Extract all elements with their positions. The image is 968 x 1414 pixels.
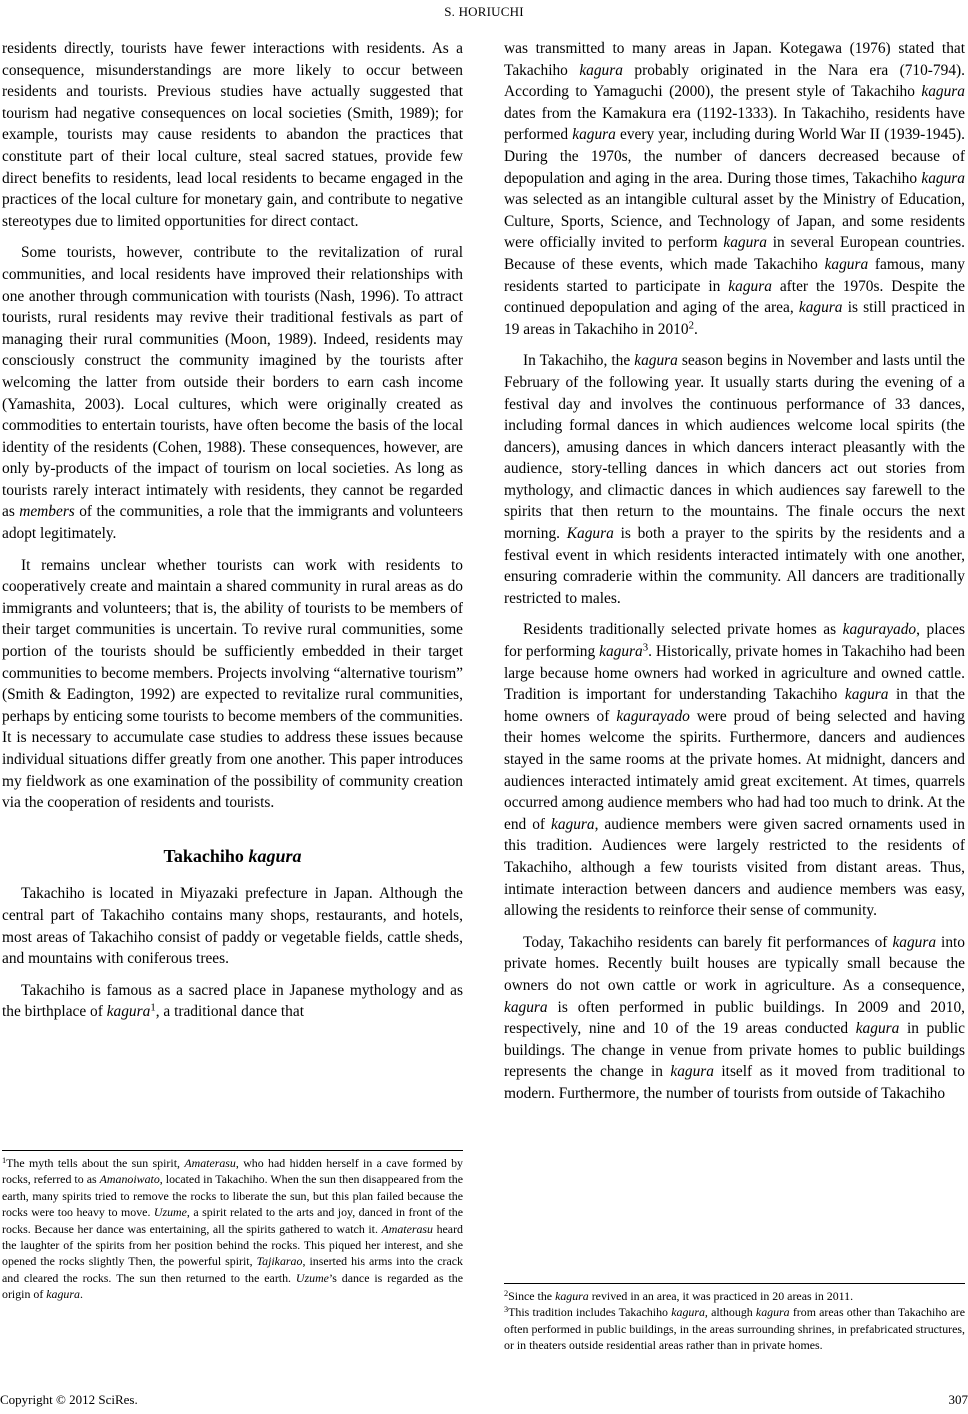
emphasis: kagura: [579, 61, 623, 79]
footnote-mark: 3: [504, 1305, 509, 1315]
emphasis: kagura: [723, 234, 767, 252]
text-run: was selected as an intangible cultural asset by the Ministry of Education, Culture, Sports, Science, and Technology of Japan, and some residents were officially invited to perform: [504, 191, 965, 252]
text-run: is often performed in public buildings. In 2009 and 2010, respectively, nine and 10 of the 19 areas conducted: [504, 998, 965, 1038]
page-number: 307: [948, 1392, 968, 1407]
footnote-mark: 1: [2, 1155, 7, 1165]
text-run: every year, including during World War II (1939-1945). During the 1970s, the number of dancers decreased because of depopulation and aging in the area. During those times, Takachiho: [504, 126, 965, 187]
text-run: in public buildings. The change in venue from private homes to public buildings represents the change in: [504, 1020, 965, 1081]
paragraph: [2, 242, 463, 544]
emphasis: Kagura: [566, 525, 614, 543]
footnote-3: [504, 1304, 965, 1353]
fn-emphasis: Uzume: [295, 1270, 329, 1285]
fn-text: This tradition includes Takachiho: [508, 1305, 672, 1320]
text-run: in several European countries. Because of these events, which made Takachiho: [504, 234, 965, 273]
fn-text: , a spirit related to the arts and joy, danced in front of the rocks. Because her dance was entertaining, all the spirits gathered to watch it.: [2, 1205, 463, 1236]
emphasis: members: [19, 503, 75, 521]
footnote-ref[interactable]: 2: [688, 319, 694, 332]
footnote-block-right: [504, 1283, 965, 1354]
emphasis: kagura: [798, 299, 843, 317]
fn-emphasis: Uzume: [153, 1205, 187, 1220]
fn-text: , although: [704, 1305, 756, 1320]
text-run: after the 1970s. Despite the continued depopulation and aging of the area,: [504, 277, 965, 317]
footnote-1: [2, 1155, 463, 1303]
fn-emphasis: kagura: [46, 1287, 80, 1302]
emphasis: kagura: [921, 83, 965, 101]
fn-emphasis: kagura: [755, 1305, 790, 1320]
fn-text: heard the laughter of the spirits from her position behind the rocks. This piqued her interest, and she opened the rocks slightly Then, the powerful spirit,: [2, 1221, 463, 1269]
fn-emphasis: Amanoiwato: [99, 1172, 160, 1187]
footnote-2: [504, 1288, 965, 1304]
fn-text: Since the: [508, 1289, 556, 1303]
paragraph: [504, 932, 965, 1105]
text-run: Takachiho is famous as a sacred place in Japanese mythology and as the birthplace of: [2, 981, 463, 1021]
fn-emphasis: Amaterasu: [381, 1221, 434, 1236]
fn-text: , inserted his arms into the crack and cleared the rocks. The sun then returned to the earth.: [2, 1254, 463, 1285]
footnote-ref[interactable]: 3: [642, 641, 649, 654]
text-run: Residents traditionally selected private homes as: [523, 621, 843, 639]
paragraph: [504, 38, 965, 340]
text-run: probably originated in the Nara era (710-794). According to Yamaguchi (2000), the present style of Takachiho: [504, 61, 965, 101]
left-column: [2, 38, 463, 1023]
right-column: [504, 38, 965, 1105]
text-run: season begins in November and lasts until the February of the following year. It usually starts during the evening of a festival day and involves the continuous performance of 33 dances, including formal dances in which audiences welcome local spirits (the dancers), amusing dances in which dancers interact pleasantly with the audience, story-telling dances in which dancers act out stories from mythology, and climactic dances in which audiences say farewell to the spirits that then return to the mountains. The finale occurs the next morning.: [504, 352, 965, 543]
text-run: .: [693, 320, 698, 338]
fn-text: The myth tells about the sun spirit,: [6, 1156, 185, 1170]
emphasis: kagura: [670, 1063, 714, 1081]
footnote-ref[interactable]: 1: [150, 1001, 156, 1014]
fn-text: ’s dance is regarded as the origin of: [2, 1270, 463, 1302]
emphasis: kagurayado: [616, 707, 690, 725]
fn-text: , who had hidden herself in a cave formed by rocks, referred to as: [2, 1156, 463, 1187]
text-run: . Historically, private homes in Takachiho had been large because home owners had worked in agriculture and owned cattle. Tradition is important for understanding Takachiho: [504, 643, 965, 704]
emphasis: kagura: [855, 1020, 900, 1038]
emphasis: kagura: [550, 815, 595, 833]
emphasis: kagura: [599, 643, 643, 661]
emphasis: kagura: [572, 126, 616, 144]
text-run: Some tourists, however, contribute to the revitalization of rural communities, and local residents have improved their relationships with one another through communication with tourists (Nash, 1996). To attract tourists, rural residents may revive their traditional festivals as part of managing their rural communities (Moon, 1989). Indeed, residents may consciously construct the community imagined by the tourists after welcoming the latter from outside their borders to earn cash income (Yamashita, 2003). Local cultures, which were originally created as commodities to entertain tourists, have often become the basis of the local identity of the residents (Cohen, 1988). These consequences, however, are only by-products of the impact of tourism on local societies. As long as tourists rarely interact intimately with residents, they cannot be regarded as: [2, 244, 463, 521]
section-title-emphasis: kagura: [248, 845, 302, 866]
text-run: , places for performing: [504, 621, 965, 661]
text-run: dates from the Kamakura era (1192-1333). In Takachiho, residents have performed: [504, 104, 965, 144]
running-head: S. HORIUCHI: [444, 4, 524, 19]
footnote-mark: 2: [504, 1288, 509, 1298]
emphasis: kagura: [844, 686, 889, 704]
paragraph: residents directly, tourists have fewer interactions with residents. As a consequence, misunderstandings are more likely to occur between residents and tourists. Previous studies have actually suggested that tourism had negative consequences on local societies (Smith, 1989); for example, tourists may cause residents to abandon the practices that constitute part of their local culture, steal sacred statues, provide few direct benefits to residents, lead local residents to became engaged in the practices of the local culture for monetary gain, and contribute to negative stereotypes due to limited opportunities for direct contact.: [2, 40, 463, 230]
emphasis: kagurayado: [842, 621, 917, 639]
fn-text: from areas other than Takachiho are often performed in public buildings, in the areas surrounding shrines, in prefabricated structures, or in theaters outside residential areas rather than in private homes.: [504, 1305, 965, 1353]
emphasis: kagura: [634, 352, 678, 370]
paragraph: [2, 980, 463, 1023]
paragraph: [504, 350, 965, 609]
fn-text: revived in an area, it was practiced in 20 areas in 2011.: [588, 1289, 854, 1303]
text-run: In Takachiho, the: [523, 352, 635, 370]
paragraph: Takachiho is located in Miyazaki prefecture in Japan. Although the central part of Takachiho contains many shops, restaurants, and hotels, most areas of Takachiho consist of paddy or vegetable fields, cattle sheds, and mountains with coniferous trees.: [2, 885, 463, 968]
copyright-notice: Copyright © 2012 SciRes.: [0, 1392, 138, 1407]
fn-emphasis: Tajikarao: [256, 1254, 303, 1269]
emphasis: kagura: [728, 277, 772, 295]
emphasis: kagura: [504, 998, 548, 1016]
footnote-block-left: [2, 1150, 463, 1303]
section-title-text: Takachiho: [163, 845, 249, 866]
text-run: , a traditional dance that: [155, 1003, 304, 1021]
fn-emphasis: kagura: [671, 1305, 705, 1320]
text-run: was transmitted to many areas in Japan. Kotegawa (1976) stated that Takachiho: [504, 40, 965, 79]
emphasis: kagura: [824, 255, 869, 273]
text-run: Today, Takachiho residents can barely fit performances of: [523, 933, 893, 951]
fn-text: , located in Takachiho. When the sun then disappeared from the earth, many spirits tried to remove the rocks to liberate the sun, but this plan failed because the rocks were too heavy to move.: [2, 1172, 463, 1220]
fn-emphasis: kagura: [555, 1289, 589, 1303]
text-run: of the communities, a role that the immigrants and volunteers adopt legitimately.: [2, 503, 463, 543]
text-run: into private homes. Recently built houses are typically small because the owners do not own cattle or work in agriculture. As a consequence,: [504, 933, 965, 994]
fn-emphasis: Amaterasu: [184, 1156, 236, 1170]
text-run: is both a prayer to the spirits by the residents and a festival event in which residents interacted intimately with one another, ensuring comraderie within the community. All dancers are traditionally restricted to males.: [504, 525, 965, 607]
paragraph: It remains unclear whether tourists can work with residents to cooperatively create and maintain a shared community in rural areas as do immigrants and volunteers; that is, the ability of tourists to be members of their target communities is uncertain. To revive rural communities, some portion of the tourists should be sufficiently embedded in their target communities to become members. Projects involving “alternative tourism” (Smith & Eadington, 1992) are expected to revitalize rural communities, perhaps by enticing some tourists to become members of the communities. It is necessary to accumulate case studies to address these issues because individual situations differ greatly from one another. This paper introduces my fieldwork as one examination of the possibility of community creation via the cooperation of residents and tourists.: [2, 556, 463, 812]
emphasis: kagura: [106, 1003, 151, 1021]
text-run: were proud of being selected and having their homes welcome the spirits. Furthermore, dancers and audiences stayed in the same rooms at the private homes. At midnight, dancers and audiences interacted intimately amid great excitement. At times, quarrels occurred among audience members who had had too much to drink. At the end of: [504, 707, 965, 833]
section-title: [2, 846, 463, 868]
text-run: itself as it moved from traditional to modern. Furthermore, the number of tourists from outside of Takachiho: [504, 1063, 965, 1102]
text-run: is still practiced in 19 areas in Takachiho in 2010: [504, 299, 965, 338]
emphasis: kagura: [921, 169, 965, 187]
fn-text: .: [79, 1287, 83, 1302]
text-run: famous, many residents started to participate in: [504, 255, 966, 295]
text-run: , audience members were given sacred ornaments used in this tradition. Audiences were largely restricted to the residents of Takachiho, although a few tourists visited from distant areas. Thus, intimate interaction between dancers and audience members was easy, allowing the residents to reinforce their sense of community.: [504, 815, 965, 920]
paragraph: [504, 619, 965, 921]
emphasis: kagura: [892, 933, 937, 951]
text-run: in that the home owners of: [504, 686, 965, 725]
